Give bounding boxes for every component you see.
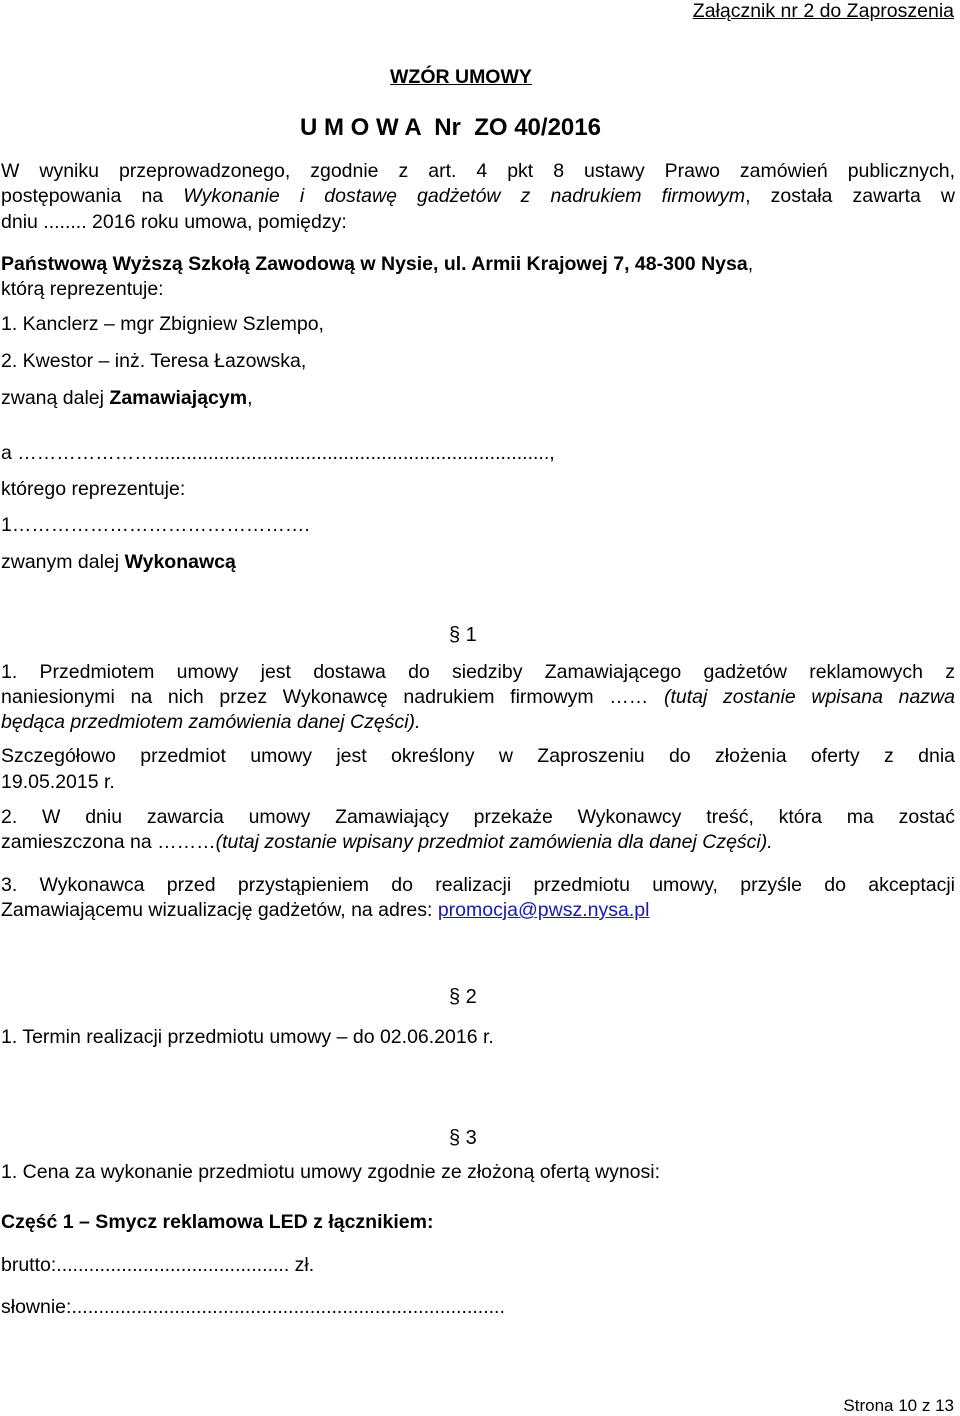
sec3-price-in-words: słownie:................................................................................ xyxy=(1,1296,505,1318)
party1-represented: którą reprezentuje: xyxy=(1,278,164,300)
page-number: Strona 10 z 13 xyxy=(843,1396,954,1415)
party2-represented: którego reprezentuje: xyxy=(1,478,186,500)
party2-name: a …………………........................................................................., xyxy=(1,442,555,464)
party1-called: zwaną dalej Zamawiającym, xyxy=(1,387,253,409)
party1-rep-2: 2. Kwestor – inż. Teresa Łazowska, xyxy=(1,350,307,372)
sec1-p1-line-3: będąca przedmiotem zamówienia danej Części). xyxy=(1,711,421,733)
intro-line-3: dniu ........ 2016 roku umowa, pomiędzy: xyxy=(1,211,347,233)
annex-reference: Załącznik nr 2 do Zaproszenia xyxy=(692,0,954,22)
sec1-p3-line-1: 2. W dniu zawarcia umowy Zamawiający przekaże Wykonawcy treść, która ma zostać xyxy=(1,806,955,828)
contract-title: U M O W A Nr ZO 40/2016 xyxy=(300,114,601,141)
section-3-heading: § 3 xyxy=(449,1127,477,1149)
sec1-p3-line-2: zamieszczona na ………(tutaj zostanie wpisany przedmiot zamówienia dla danej Części). xyxy=(1,831,773,853)
template-title: WZÓR UMOWY xyxy=(390,66,532,88)
party1-rep-1: 1. Kanclerz – mgr Zbigniew Szlempo, xyxy=(1,313,324,335)
sec1-p1-line-1: 1. Przedmiotem umowy jest dostawa do siedziby Zamawiającego gadżetów reklamowych z xyxy=(1,661,955,683)
sec2-p1: 1. Termin realizacji przedmiotu umowy – do 02.06.2016 r. xyxy=(1,1026,494,1048)
sec1-p4-line-1: 3. Wykonawca przed przystąpieniem do realizacji przedmiotu umowy, przyśle do akceptacji xyxy=(1,874,955,896)
email-link[interactable]: promocja@pwsz.nysa.pl xyxy=(437,899,650,921)
party2-called: zwanym dalej Wykonawcą xyxy=(1,551,236,573)
sec1-p2-line-2: 19.05.2015 r. xyxy=(1,771,115,793)
sec1-p1-line-2: naniesionymi na nich przez Wykonawcę nadrukiem firmowym …… (tutaj zostanie wpisana nazwa xyxy=(1,686,955,708)
party1-name: Państwową Wyższą Szkołą Zawodową w Nysie, ul. Armii Krajowej 7, 48-300 Nysa, xyxy=(1,253,754,275)
sec3-part-1: Część 1 – Smycz reklamowa LED z łącznikiem: xyxy=(1,1211,434,1233)
section-2-heading: § 2 xyxy=(449,986,477,1008)
intro-line-1: W wyniku przeprowadzonego, zgodnie z art. 4 pkt 8 ustawy Prawo zamówień publicznych, xyxy=(1,160,955,182)
section-1-heading: § 1 xyxy=(449,624,477,646)
sec3-gross-price: brutto:........................................... zł. xyxy=(1,1254,315,1276)
sec1-p4-line-2: Zamawiającemu wizualizację gadżetów, na adres: promocja@pwsz.nysa.pl xyxy=(1,899,650,921)
party2-rep-1: 1………………………………………. xyxy=(1,514,310,536)
sec3-p1: 1. Cena za wykonanie przedmiotu umowy zgodnie ze złożoną ofertą wynosi: xyxy=(1,1161,661,1183)
sec1-p2-line-1: Szczegółowo przedmiot umowy jest określony w Zaproszeniu do złożenia oferty z dnia xyxy=(1,745,955,767)
intro-line-2: postępowania na Wykonanie i dostawę gadżetów z nadrukiem firmowym, została zawarta w xyxy=(1,185,955,207)
